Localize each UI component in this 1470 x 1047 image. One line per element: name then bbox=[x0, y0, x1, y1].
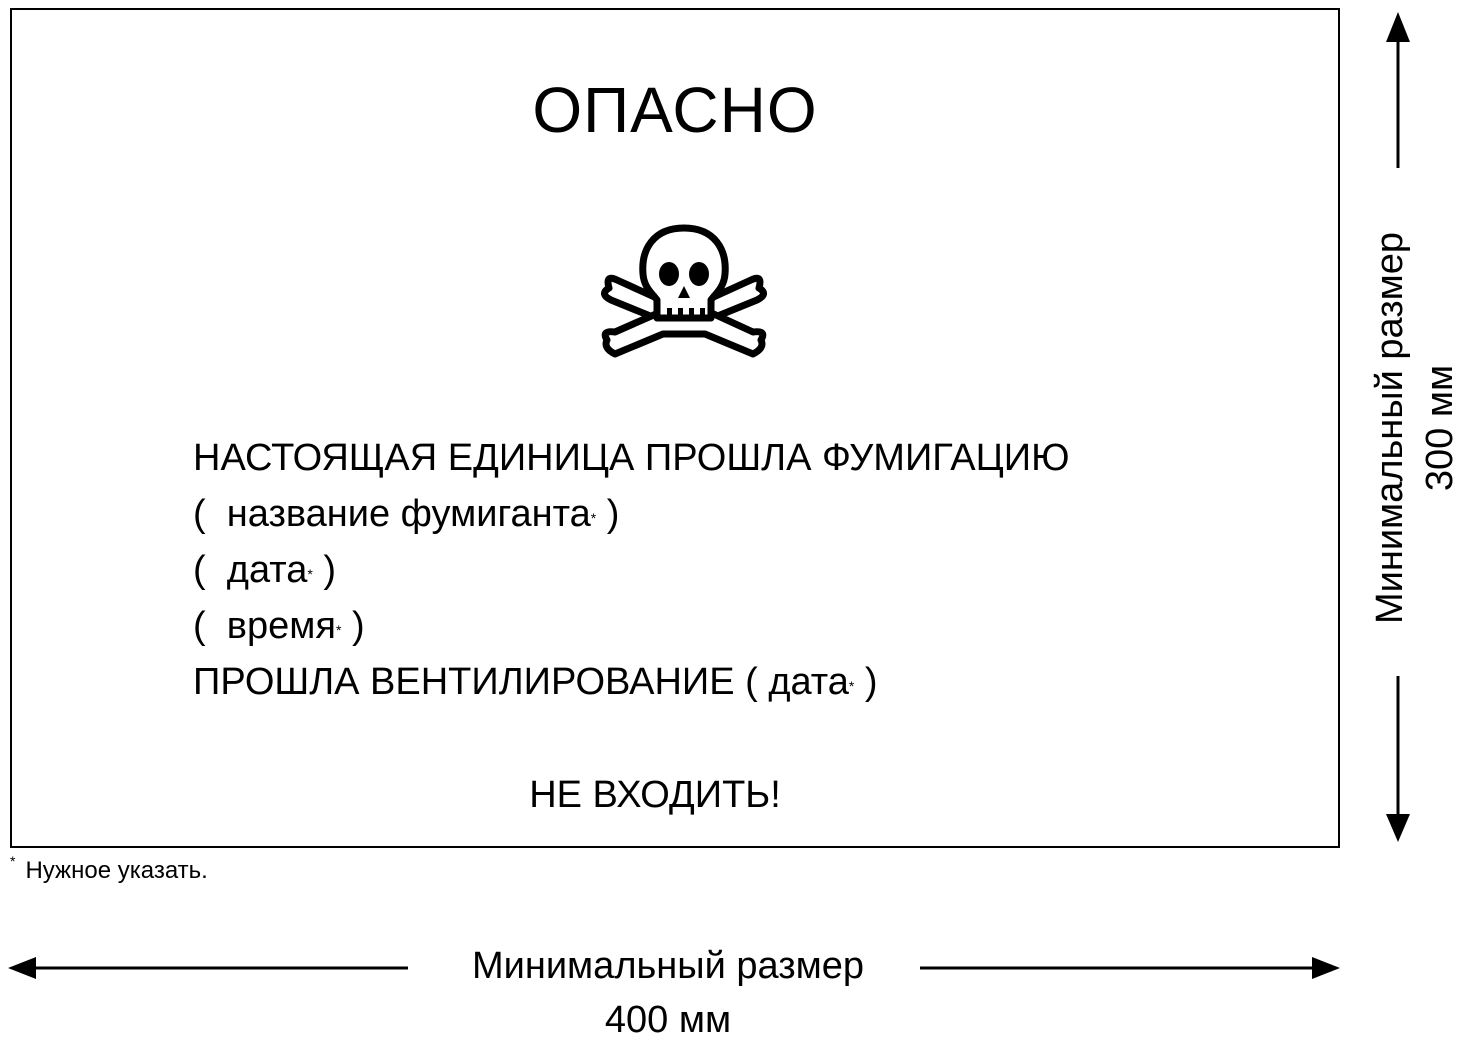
footnote-marker: * bbox=[590, 510, 597, 526]
footnote-marker: * bbox=[335, 622, 342, 638]
footnote-text: Нужное указать. bbox=[25, 857, 208, 884]
placard-line: ( время* ) bbox=[193, 605, 365, 647]
placard-line: НАСТОЯЩАЯ ЕДИНИЦА ПРОШЛА ФУМИГАЦИЮ bbox=[193, 437, 1070, 479]
width-label: Минимальный размер bbox=[471, 945, 865, 987]
placard-line: ( дата* ) bbox=[193, 549, 337, 591]
placard-body bbox=[193, 430, 1069, 710]
height-dimension bbox=[1360, 8, 1470, 848]
height-dimension-label bbox=[1365, 168, 1465, 688]
footnote bbox=[10, 853, 208, 888]
placard-line: ПРОШЛА ВЕНТИЛИРОВАНИЕ ( дата* ) bbox=[193, 661, 878, 703]
no-entry-warning: НЕ ВХОДИТЬ! bbox=[529, 774, 781, 816]
width-value: 400 мм bbox=[604, 999, 732, 1041]
skull-and-crossbones-icon bbox=[595, 222, 773, 364]
footnote-marker: * bbox=[307, 566, 313, 582]
width-dimension-label bbox=[8, 939, 1328, 1047]
placard-title: ОПАСНО bbox=[532, 74, 818, 146]
height-value: 300 мм bbox=[1419, 364, 1461, 492]
width-dimension bbox=[8, 935, 1342, 1041]
footnote-marker: * bbox=[848, 678, 855, 694]
footnote-star: * bbox=[10, 853, 16, 869]
height-label: Минимальный размер bbox=[1369, 231, 1411, 625]
placard-line: ( название фумиганта* ) bbox=[193, 493, 620, 535]
